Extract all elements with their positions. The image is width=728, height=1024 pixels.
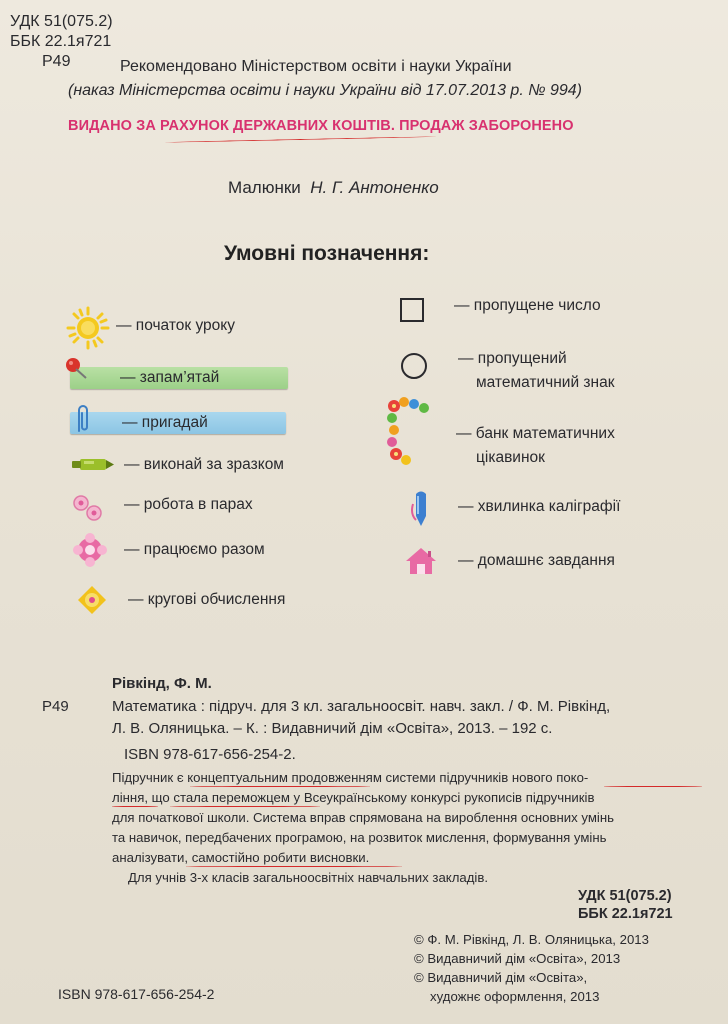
pair-icon [70,493,106,523]
illustrations-label: Малюнки [228,178,301,197]
annotation-line4: та навичок, передбачених програмою, на розвиток мислення, формування умінь [112,830,607,845]
legend-item-together: — працюємо разом [124,541,265,558]
sun-icon [66,306,110,350]
copyright-authors: © Ф. М. Рівкінд, Л. В. Оляницька, 2013 [414,932,649,947]
paperclip-icon [74,403,90,435]
legend-item-missing-sign-line2: математичний знак [476,374,615,391]
pen-icon [410,490,432,528]
empty-circle-icon [401,353,427,379]
author-code: Р49 [42,53,71,70]
pen-underline [186,866,402,867]
legend-item-missing-sign: — пропущений [458,350,567,367]
remember-bar [70,367,288,389]
header-codes [10,12,113,72]
legend-item-lesson-start: — початок уроку [116,317,235,334]
illustrations-credit [228,178,439,198]
legend-item-fun-bank: — банк математичних [456,425,615,442]
biblio-line2: Л. В. Оляницька. – К. : Видавничий дім «Освіта», 2013. – 192 с. [112,720,553,737]
pushpin-icon [62,356,90,380]
annotation-line1: Підручник є концептуальним продовженням системи підручників нового поко- [112,770,589,785]
legend-item-remember: — запам’ятай [120,369,220,386]
legend-title: Умовні позначення: [224,242,430,265]
bottom-bbk: ББК 22.1я721 [578,906,673,922]
footer-isbn: ISBN 978-617-656-254-2 [58,986,215,1002]
pen-underline [164,136,436,143]
marker-icon [70,456,116,474]
copyright-design-line2: художнє оформлення, 2013 [430,989,600,1004]
circle-calc-icon [76,584,108,616]
recommendation-line2: (наказ Міністерства освіти і науки України від 17.07.2013 р. № 994) [68,82,583,99]
bbk-code: ББК 22.1я721 [10,33,112,50]
bottom-udk: УДК 51(075.2) [578,888,672,904]
legend-item-homework: — домашнє завдання [458,552,615,569]
legend-item-fun-bank-line2: цікавинок [476,449,545,466]
pen-underline [112,806,158,807]
state-funded-warning: ВИДАНО ЗА РАХУНОК ДЕРЖАВНИХ КОШТІВ. ПРОДАЖ ЗАБОРОНЕНО [68,118,574,134]
copyright-publisher: © Видавничий дім «Освіта», 2013 [414,951,621,966]
annotation-line5: аналізувати, самостійно робити висновки. [112,850,370,865]
copyright-design: © Видавничий дім «Освіта», [414,970,588,985]
illustrator-name: Н. Г. Антоненко [310,178,439,197]
udk-code: УДК 51(075.2) [10,13,113,30]
group-icon [70,532,110,568]
legend-item-by-example: — виконай за зразком [124,456,284,473]
annotation-line3: для початкової школи. Система вправ спрямована на вироблення основних умінь [112,810,614,825]
pen-underline [170,806,320,807]
legend-item-pair-work: — робота в парах [124,496,253,513]
biblio-line1: Математика : підруч. для 3 кл. загальноосвіт. навч. закл. / Ф. М. Рівкінд, [112,698,611,715]
legend-item-calligraphy: — хвилинка каліграфії [458,498,621,515]
pen-underline [190,786,370,787]
biblio-author: Рівкінд, Ф. М. [112,675,212,692]
empty-square-icon [400,298,424,322]
recall-bar [70,412,286,434]
flower-corner-icon [384,394,434,470]
pen-underline [604,786,702,787]
house-icon [404,546,438,576]
legend-item-recall: — пригадай [122,414,208,431]
legend-item-missing-number: — пропущене число [454,297,601,314]
annotation-line2: ління, що стала переможцем у Всеукраїнському конкурсі рукописів підручників [112,790,595,805]
recommendation-line1: Рекомендовано Міністерством освіти і науки України [120,58,512,75]
legend-item-circle-calc: — кругові обчислення [128,591,286,608]
biblio-code: Р49 [42,698,69,715]
biblio-isbn: ISBN 978-617-656-254-2. [124,746,296,763]
annotation-audience: Для учнів 3-х класів загальноосвітніх навчальних закладів. [128,870,489,885]
